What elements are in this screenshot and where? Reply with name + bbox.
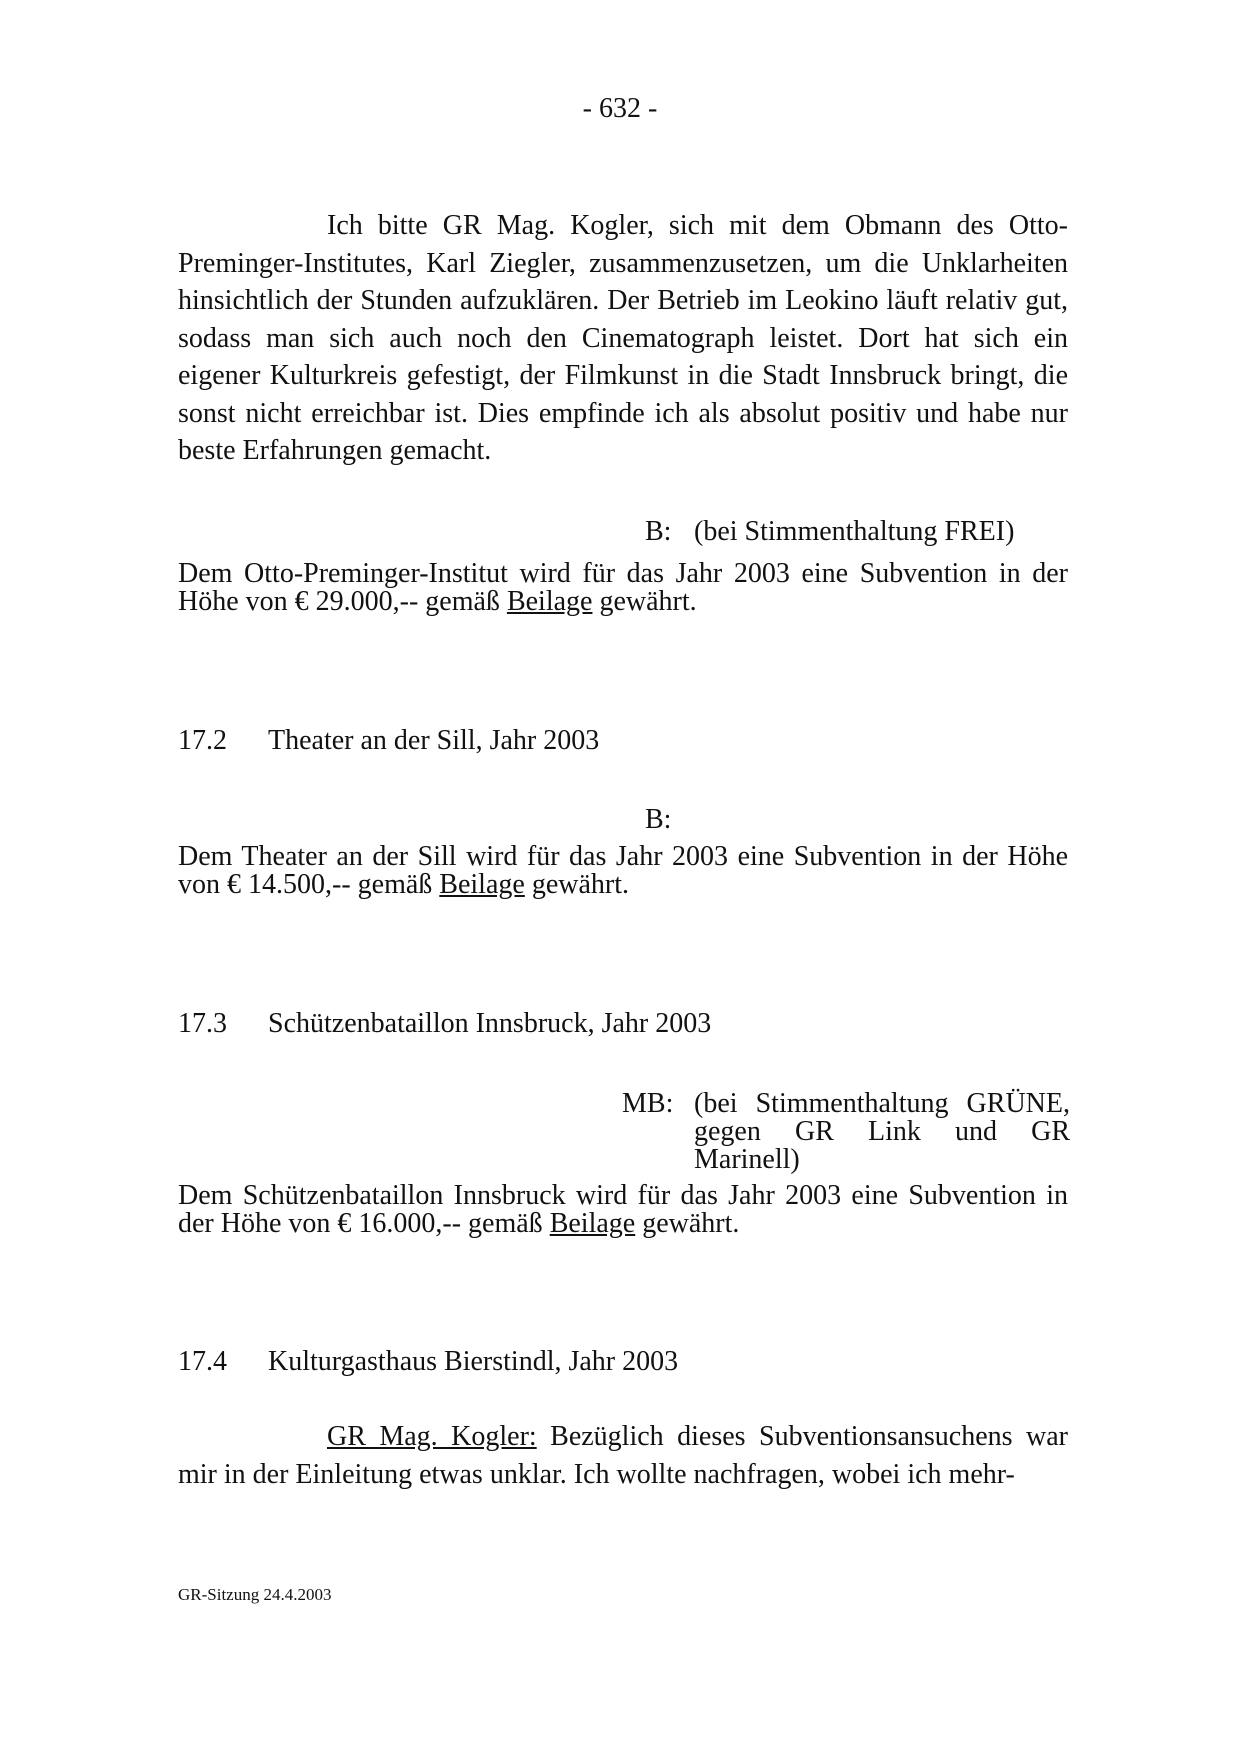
decision-text [178, 1182, 1068, 1238]
page-footer: GR-Sitzung 24.4.2003 [178, 1585, 332, 1604]
decision-note: (bei Stimmenthaltung FREI) [694, 516, 1015, 547]
decision-tag: B: [645, 516, 672, 547]
section-title: Schützenbataillon Innsbruck, Jahr 2003 [268, 1008, 712, 1039]
page-number: - 632 - [582, 93, 658, 124]
decision-text [178, 843, 1068, 899]
decision-note: (bei Stimmenthaltung GRÜNE, gegen GR Link und GR Marinell) [694, 1088, 1070, 1175]
speaker-text: Bezüglich dieses Subventionsansuchens war mir in der Einleitung etwas unklar. Ich wollte nachfragen, wobei ich mehr- [178, 1421, 1068, 1490]
section-heading [178, 1007, 711, 1041]
beilage-link[interactable]: Beilage [506, 586, 593, 617]
section-number: 17.4 [178, 1346, 227, 1377]
speaker-paragraph [178, 1418, 1068, 1493]
decision-text-before: Dem Otto-Preminger-Institut wird für das Jahr 2003 eine Subvention in der Höhe von € 29.000,-- gemäß [178, 558, 1068, 617]
decision-text-after: gewährt. [524, 869, 630, 900]
decision-text-after: gewährt. [592, 586, 697, 617]
section-number: 17.3 [178, 1008, 227, 1039]
section-heading [178, 1345, 678, 1379]
decision-text-after: gewährt. [635, 1208, 740, 1239]
section-number: 17.2 [178, 725, 227, 756]
decision-tag: MB: [622, 1088, 674, 1119]
decision-text [178, 560, 1068, 616]
decision-tag: B: [645, 804, 672, 835]
decision-text-before: Dem Schützenbataillon Innsbruck wird für das Jahr 2003 eine Subvention in der Höhe von € 16.000,-- gemäß [178, 1180, 1068, 1239]
statement-paragraph: Ich bitte GR Mag. Kogler, sich mit dem Obmann des Otto-Preminger-Institutes, Karl Ziegler, zusammenzusetzen, um die Unklarheiten hinsichtlich der Stunden aufzuklären. Der Betrieb im Leokino läuft relativ gut, sodass man sich auch noch den Cinematograph leistet. Dort hat sich ein eigener Kulturkreis gefestigt, der Filmkunst in die Stadt Innsbruck bringt, die sonst nicht erreichbar ist. Dies empfinde ich als absolut positiv und habe nur beste Erfahrungen gemacht. [178, 210, 1068, 466]
beilage-link[interactable]: Beilage [439, 869, 525, 900]
section-heading [178, 724, 599, 758]
beilage-link[interactable]: Beilage [549, 1208, 636, 1239]
section-title: Kulturgasthaus Bierstindl, Jahr 2003 [268, 1346, 679, 1377]
speaker-name: GR Mag. Kogler: [327, 1421, 537, 1452]
decision-text-before: Dem Theater an der Sill wird für das Jahr 2003 eine Subvention in der Höhe von € 14.500,-- gemäß [178, 841, 1068, 900]
section-title: Theater an der Sill, Jahr 2003 [268, 725, 600, 756]
